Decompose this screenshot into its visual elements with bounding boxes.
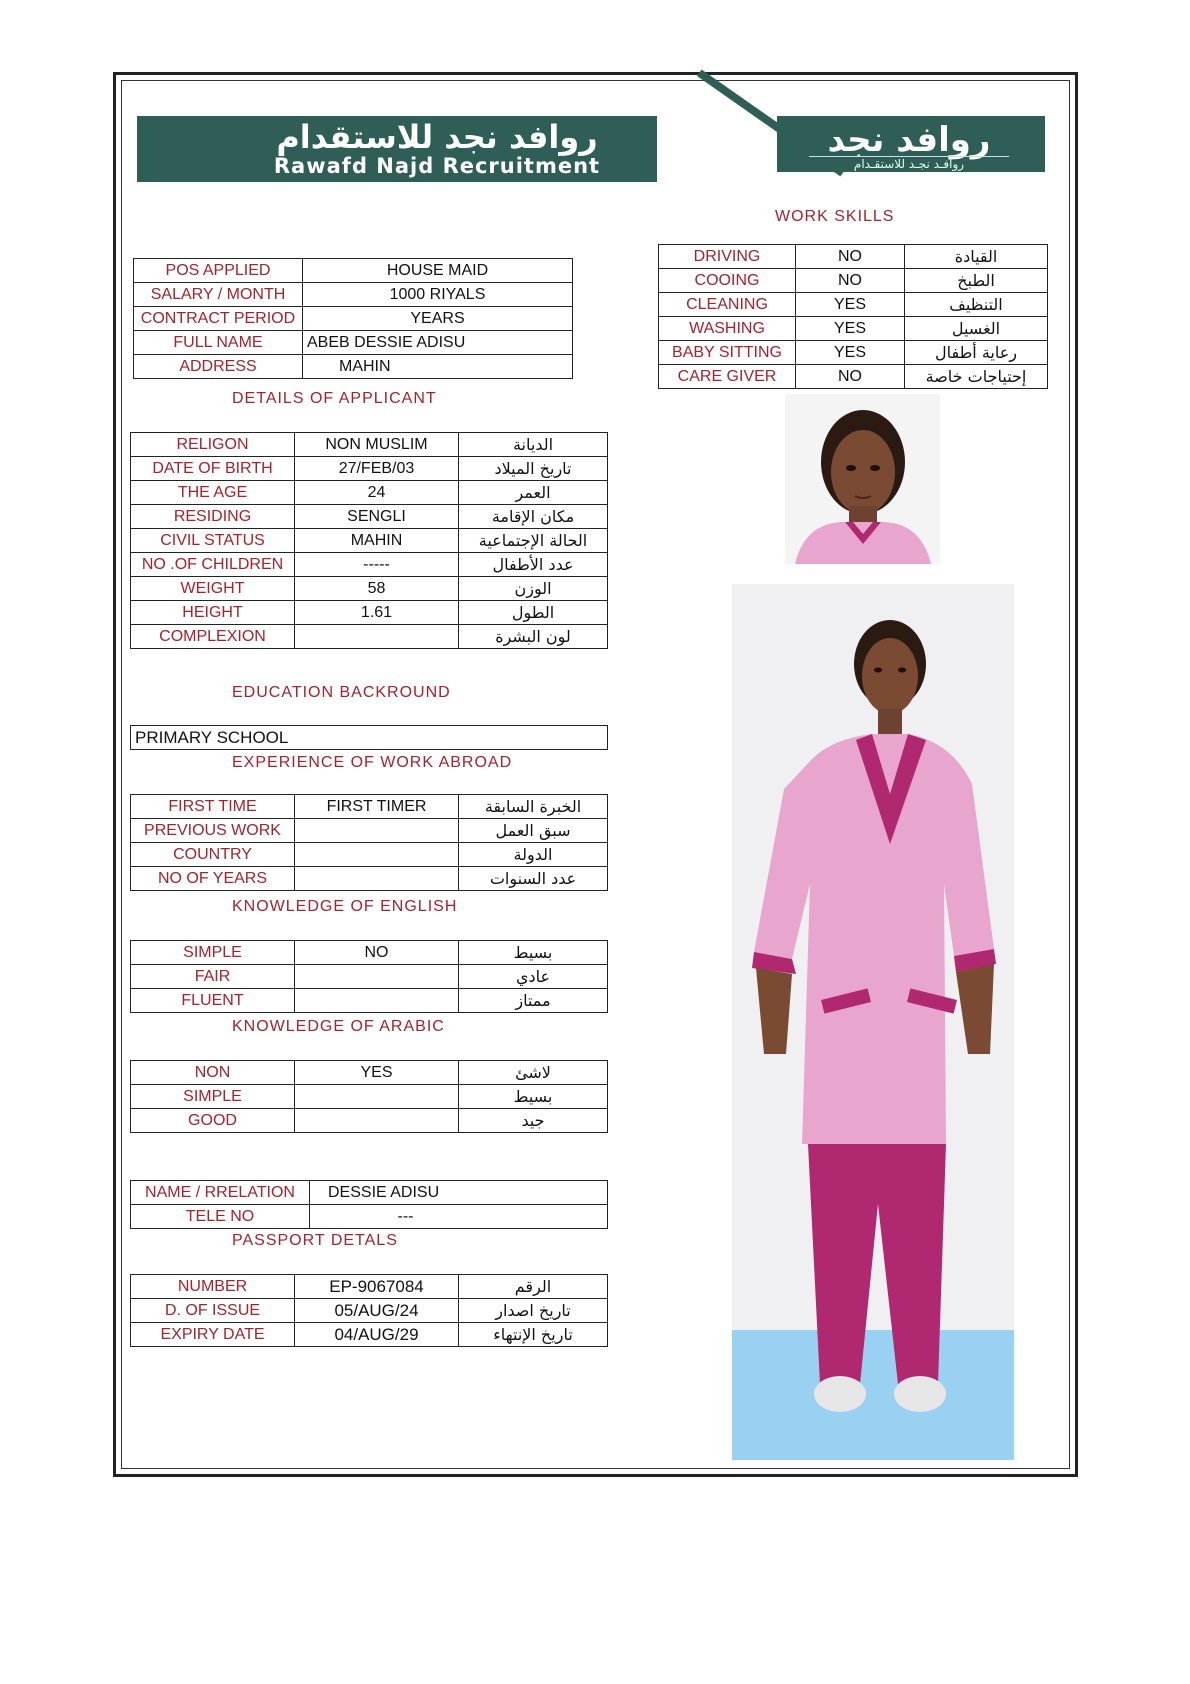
experience-arabic: سبق العمل	[459, 819, 608, 843]
skill-arabic: الطبخ	[905, 269, 1048, 293]
skill-value: YES	[796, 341, 905, 365]
experience-label: PREVIOUS WORK	[131, 819, 295, 843]
table-row	[659, 269, 1048, 293]
english-arabic: بسيط	[459, 941, 608, 965]
table-row	[131, 529, 608, 553]
table-row	[131, 1205, 608, 1229]
full-body-photo	[732, 584, 1014, 1460]
arabic-heading: KNOWLEDGE OF ARABIC	[232, 1018, 445, 1035]
work-skills-table	[658, 244, 1048, 389]
arabic-value	[295, 1085, 459, 1109]
table-row	[134, 331, 573, 355]
table-row	[131, 867, 608, 891]
english-label: SIMPLE	[131, 941, 295, 965]
skill-arabic: الغسيل	[905, 317, 1048, 341]
table-row	[659, 365, 1048, 389]
skill-label: WASHING	[659, 317, 796, 341]
experience-arabic: عدد السنوات	[459, 867, 608, 891]
table-row	[131, 795, 608, 819]
details-label: THE AGE	[131, 481, 295, 505]
english-arabic: عادي	[459, 965, 608, 989]
experience-value	[295, 867, 459, 891]
skill-label: DRIVING	[659, 245, 796, 269]
passport-arabic: تاريخ اصدار	[459, 1299, 608, 1323]
skill-arabic: القيادة	[905, 245, 1048, 269]
company-name-english: Rawafd Najd Recruitment	[273, 154, 601, 178]
english-value	[295, 965, 459, 989]
english-table	[130, 940, 608, 1013]
address-value: MAHIN	[303, 355, 573, 379]
salary-value: 1000 RIYALS	[303, 283, 573, 307]
arabic-value	[295, 1109, 459, 1133]
header-banner	[137, 116, 1045, 182]
experience-heading: EXPERIENCE OF WORK ABROAD	[232, 754, 513, 771]
details-value: 1.61	[295, 601, 459, 625]
position-value: HOUSE MAID	[303, 259, 573, 283]
position-table	[133, 258, 573, 379]
passport-label: D. OF ISSUE	[131, 1299, 295, 1323]
table-row	[131, 625, 608, 649]
details-arabic: مكان الإقامة	[459, 505, 608, 529]
details-arabic: الحالة الإجتماعية	[459, 529, 608, 553]
details-label: CIVIL STATUS	[131, 529, 295, 553]
skill-label: CLEANING	[659, 293, 796, 317]
table-row	[131, 577, 608, 601]
table-row	[131, 1061, 608, 1085]
table-row	[131, 819, 608, 843]
details-value: 27/FEB/03	[295, 457, 459, 481]
arabic-arabic: بسيط	[459, 1085, 608, 1109]
contract-label: CONTRACT PERIOD	[134, 307, 303, 331]
skill-arabic: رعاية أطفال	[905, 341, 1048, 365]
passport-arabic: الرقم	[459, 1275, 608, 1299]
table-row	[131, 1275, 608, 1299]
tele-value: ---	[310, 1205, 608, 1229]
table-row	[131, 1299, 608, 1323]
table-row	[131, 457, 608, 481]
details-label: WEIGHT	[131, 577, 295, 601]
details-label: DATE OF BIRTH	[131, 457, 295, 481]
experience-value: FIRST TIMER	[295, 795, 459, 819]
table-row	[131, 433, 608, 457]
address-label: ADDRESS	[134, 355, 303, 379]
education-value: PRIMARY SCHOOL	[131, 726, 608, 750]
relation-label: NAME / RRELATION	[131, 1181, 310, 1205]
table-row	[131, 1181, 608, 1205]
details-arabic: لون البشرة	[459, 625, 608, 649]
experience-arabic: الدولة	[459, 843, 608, 867]
passport-arabic: تاريخ الإنتهاء	[459, 1323, 608, 1347]
skill-value: YES	[796, 317, 905, 341]
english-heading: KNOWLEDGE OF ENGLISH	[232, 898, 458, 915]
details-arabic: تاريخ الميلاد	[459, 457, 608, 481]
full-name-label: FULL NAME	[134, 331, 303, 355]
experience-label: COUNTRY	[131, 843, 295, 867]
details-value: 58	[295, 577, 459, 601]
details-heading: DETAILS OF APPLICANT	[232, 390, 437, 407]
table-row	[134, 259, 573, 283]
details-value: -----	[295, 553, 459, 577]
english-value	[295, 989, 459, 1013]
experience-value	[295, 843, 459, 867]
details-arabic: الطول	[459, 601, 608, 625]
table-row	[659, 341, 1048, 365]
table-row	[131, 1323, 608, 1347]
company-logo: روافد نجد	[827, 120, 991, 160]
table-row	[131, 989, 608, 1013]
arabic-label: SIMPLE	[131, 1085, 295, 1109]
skill-arabic: التنظيف	[905, 293, 1048, 317]
details-value	[295, 625, 459, 649]
experience-label: NO OF YEARS	[131, 867, 295, 891]
relation-table	[130, 1180, 608, 1229]
details-value: NON MUSLIM	[295, 433, 459, 457]
details-value: SENGLI	[295, 505, 459, 529]
skill-arabic: إحتياجات خاصة	[905, 365, 1048, 389]
details-label: NO .OF CHILDREN	[131, 553, 295, 577]
passport-label: NUMBER	[131, 1275, 295, 1299]
contract-value: YEARS	[303, 307, 573, 331]
details-label: HEIGHT	[131, 601, 295, 625]
details-arabic: عدد الأطفال	[459, 553, 608, 577]
arabic-label: NON	[131, 1061, 295, 1085]
table-row	[134, 283, 573, 307]
skill-value: NO	[796, 245, 905, 269]
experience-table	[130, 794, 608, 891]
table-row	[131, 726, 608, 750]
arabic-arabic: جيد	[459, 1109, 608, 1133]
table-row	[131, 1085, 608, 1109]
table-row	[134, 355, 573, 379]
passport-table	[130, 1274, 608, 1347]
portrait-photo	[785, 394, 940, 564]
skill-value: NO	[796, 365, 905, 389]
position-label: POS APPLIED	[134, 259, 303, 283]
table-row	[134, 307, 573, 331]
table-row	[131, 965, 608, 989]
education-heading: EDUCATION BACKROUND	[232, 684, 451, 701]
education-table	[130, 725, 608, 750]
table-row	[659, 317, 1048, 341]
work-skills-heading: WORK SKILLS	[775, 208, 895, 225]
passport-label: EXPIRY DATE	[131, 1323, 295, 1347]
arabic-table	[130, 1060, 608, 1133]
details-label: RELIGON	[131, 433, 295, 457]
arabic-arabic: لاشئ	[459, 1061, 608, 1085]
passport-heading: PASSPORT DETALS	[232, 1232, 398, 1249]
table-row	[659, 245, 1048, 269]
table-row	[131, 505, 608, 529]
full-name-value: ABEB DESSIE ADISU	[303, 331, 573, 355]
relation-value: DESSIE ADISU	[310, 1181, 608, 1205]
skill-label: BABY SITTING	[659, 341, 796, 365]
english-label: FAIR	[131, 965, 295, 989]
salary-label: SALARY / MONTH	[134, 283, 303, 307]
details-label: COMPLEXION	[131, 625, 295, 649]
details-label: RESIDING	[131, 505, 295, 529]
experience-label: FIRST TIME	[131, 795, 295, 819]
table-row	[131, 553, 608, 577]
skill-value: YES	[796, 293, 905, 317]
arabic-value: YES	[295, 1061, 459, 1085]
company-name-arabic: روافد نجد للاستقدام	[276, 118, 598, 156]
english-value: NO	[295, 941, 459, 965]
skill-label: COOING	[659, 269, 796, 293]
table-row	[131, 1109, 608, 1133]
details-arabic: العمر	[459, 481, 608, 505]
tele-label: TELE NO	[131, 1205, 310, 1229]
passport-value: EP-9067084	[295, 1275, 459, 1299]
experience-arabic: الخبرة السابقة	[459, 795, 608, 819]
company-logo-subtitle: روافـد نجـد للاستقـدام	[809, 156, 1009, 171]
arabic-label: GOOD	[131, 1109, 295, 1133]
table-row	[131, 481, 608, 505]
skill-value: NO	[796, 269, 905, 293]
skill-label: CARE GIVER	[659, 365, 796, 389]
english-label: FLUENT	[131, 989, 295, 1013]
table-row	[131, 601, 608, 625]
experience-value	[295, 819, 459, 843]
table-row	[131, 843, 608, 867]
passport-value: 04/AUG/29	[295, 1323, 459, 1347]
details-value: MAHIN	[295, 529, 459, 553]
details-value: 24	[295, 481, 459, 505]
details-arabic: الوزن	[459, 577, 608, 601]
details-table	[130, 432, 608, 649]
passport-value: 05/AUG/24	[295, 1299, 459, 1323]
english-arabic: ممتاز	[459, 989, 608, 1013]
table-row	[131, 941, 608, 965]
details-arabic: الديانة	[459, 433, 608, 457]
table-row	[659, 293, 1048, 317]
